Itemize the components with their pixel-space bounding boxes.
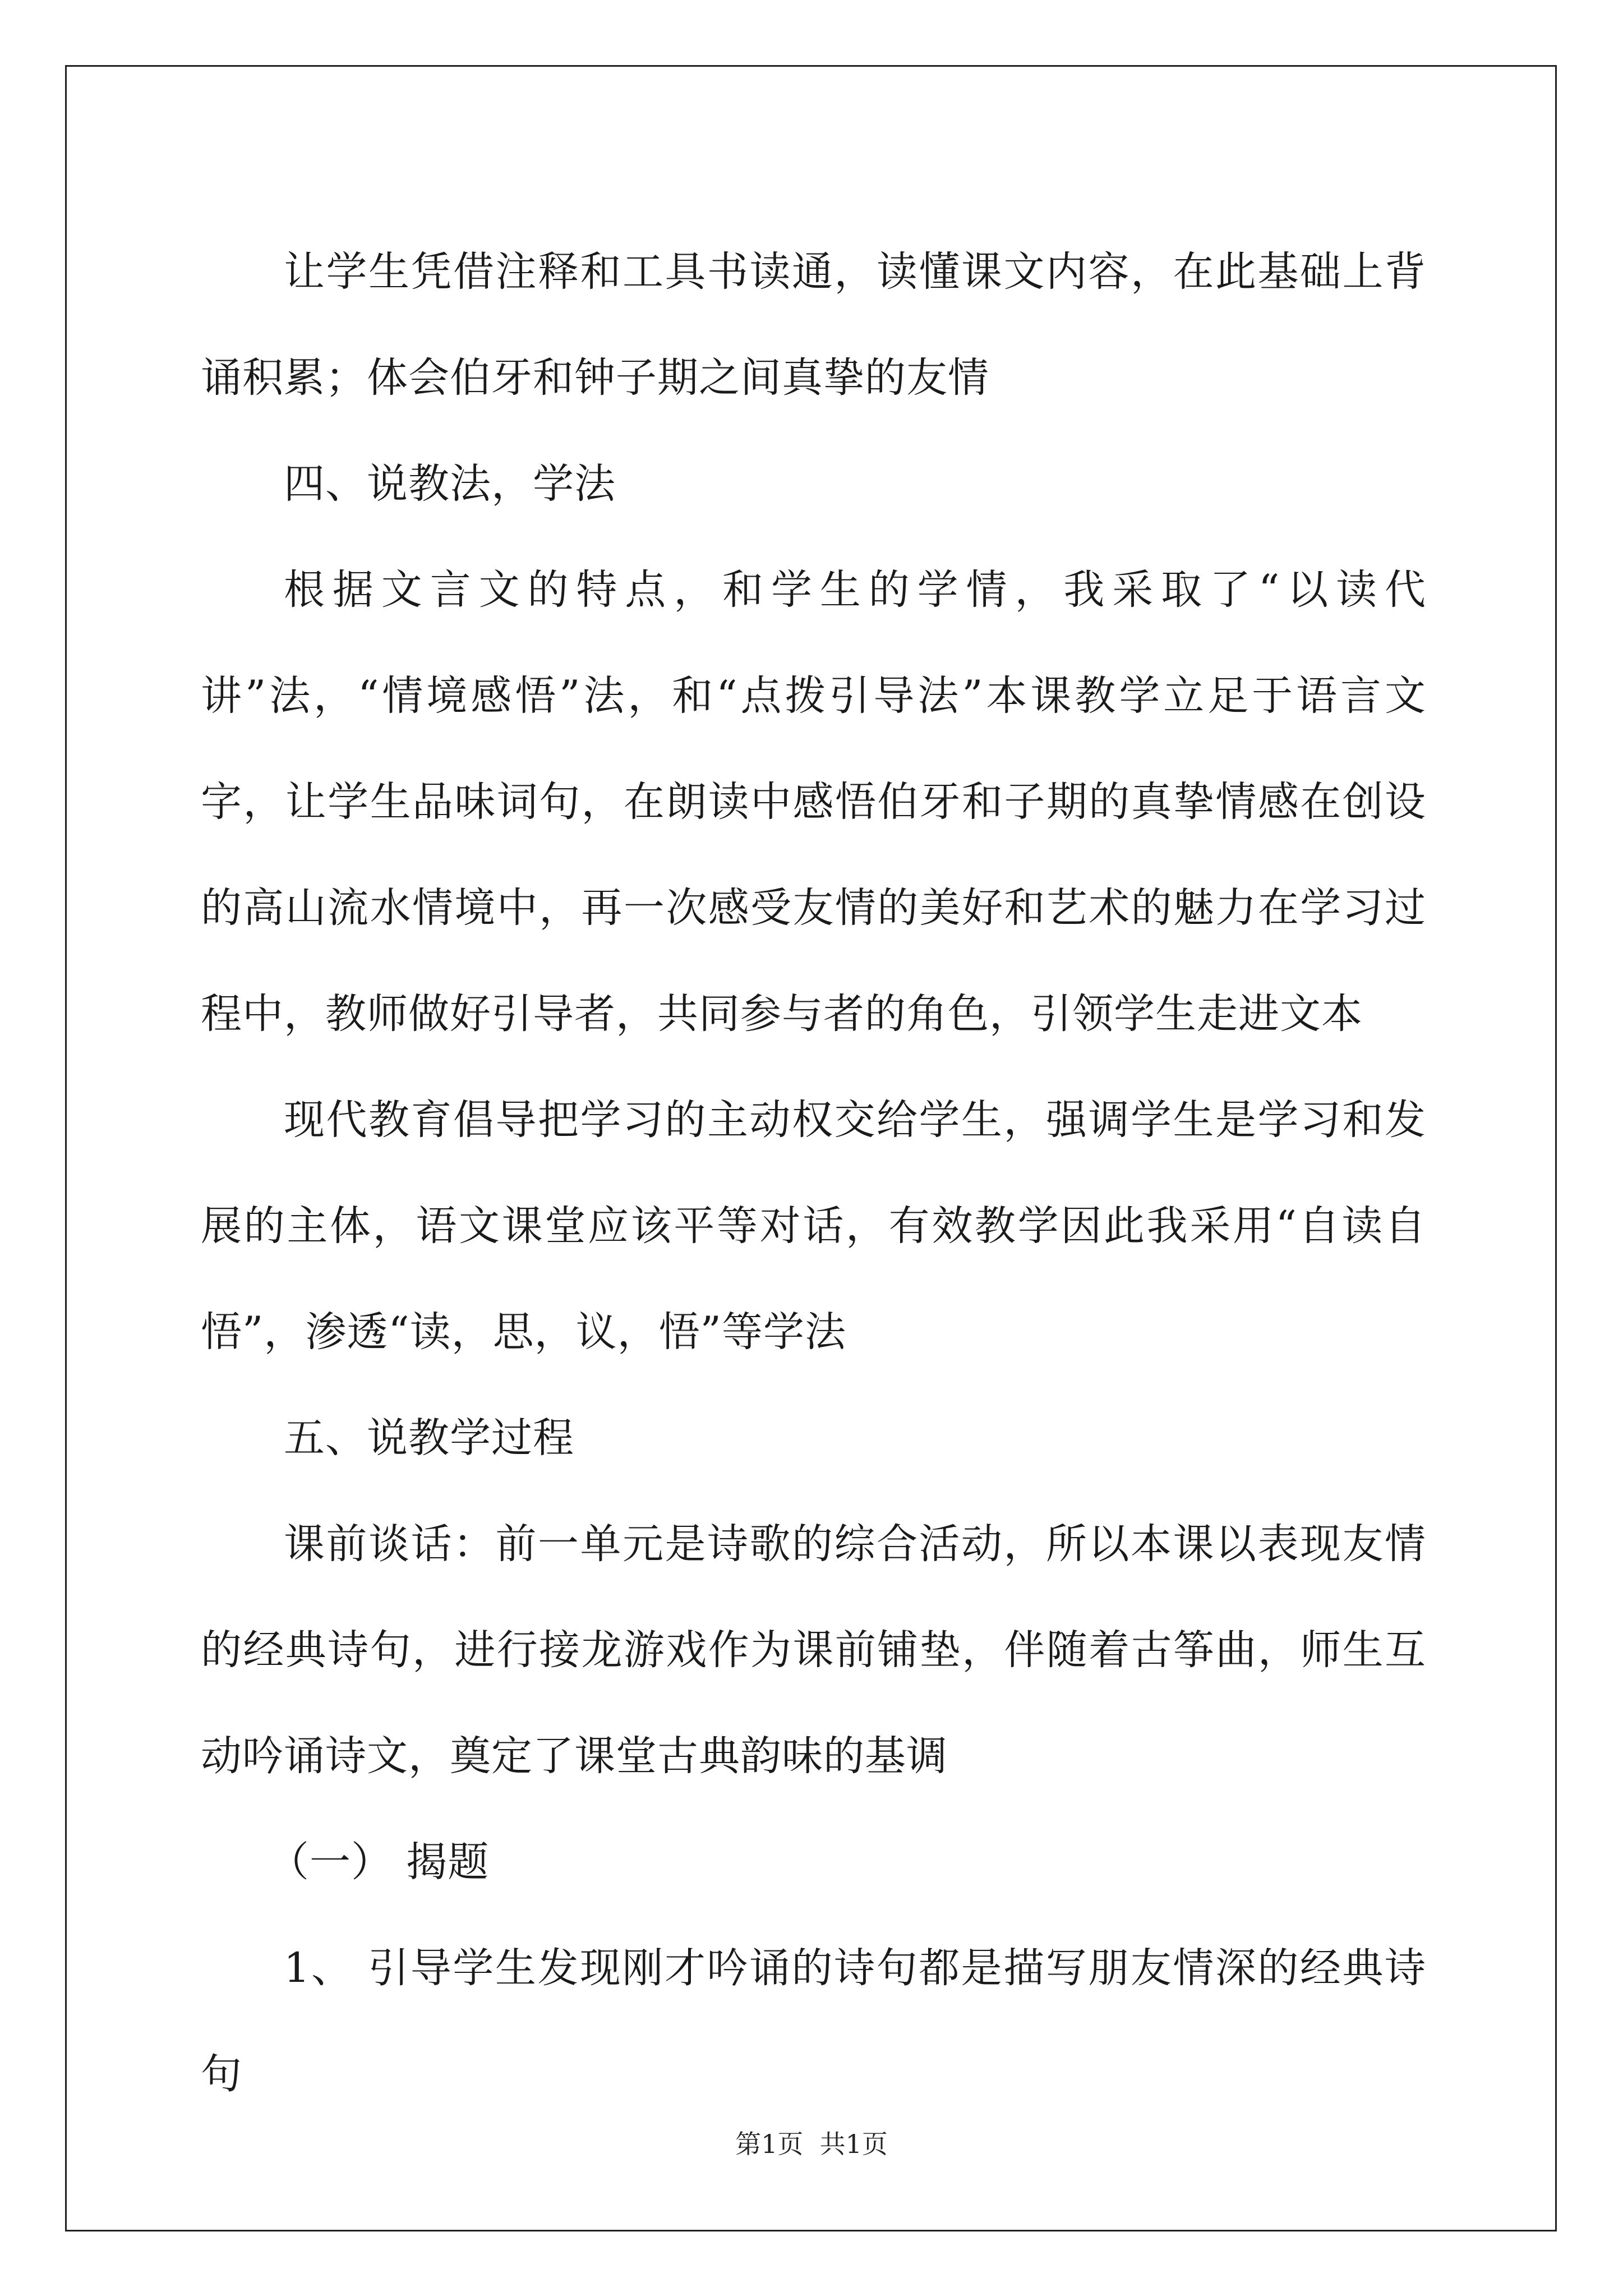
list-item-1: 1、 引导学生发现刚才吟诵的诗句都是描写朋友情深的经典诗句 [201,1944,1426,2098]
page-footer: 第1页 共1页 [735,2129,888,2159]
paragraph-goal: 让学生凭借注释和工具书读通，读懂课文内容，在此基础上背诵积累；体会伯牙和钟子期之间真挚的友情 [201,248,1426,402]
paragraph-pre-class-talk: 课前谈话：前一单元是诗歌的综合活动，所以本课以表现友情的经典诗句，进行接龙游戏作为课前铺垫，伴随着古筝曲，师生互动吟诵诗文，奠定了课堂古典韵味的基调 [201,1520,1426,1780]
document-body [201,219,1426,2127]
sub-heading-reveal-topic: （一） 揭题 [268,1838,490,1886]
section-heading-process: 五、说教学过程 [284,1414,574,1462]
section-heading-methods: 四、说教法，学法 [284,460,616,508]
paragraph-teaching-method: 根据文言文的特点，和学生的学情，我采取了“以读代讲”法，“情境感悟”法，和“点拨引导法”本课教学立足于语言文字，让学生品味词句，在朗读中感悟伯牙和子期的真挚情感在创设的高山流水情境中，再一次感受友情的美好和艺术的魅力在学习过程中，教师做好引导者，共同参与者的角色，引领学生走进文本 [201,566,1426,1038]
paragraph-learning-method: 现代教育倡导把学习的主动权交给学生，强调学生是学习和发展的主体，语文课堂应该平等对话，有效教学因此我采用“自读自悟”，渗透“读，思，议，悟”等学法 [201,1096,1426,1356]
